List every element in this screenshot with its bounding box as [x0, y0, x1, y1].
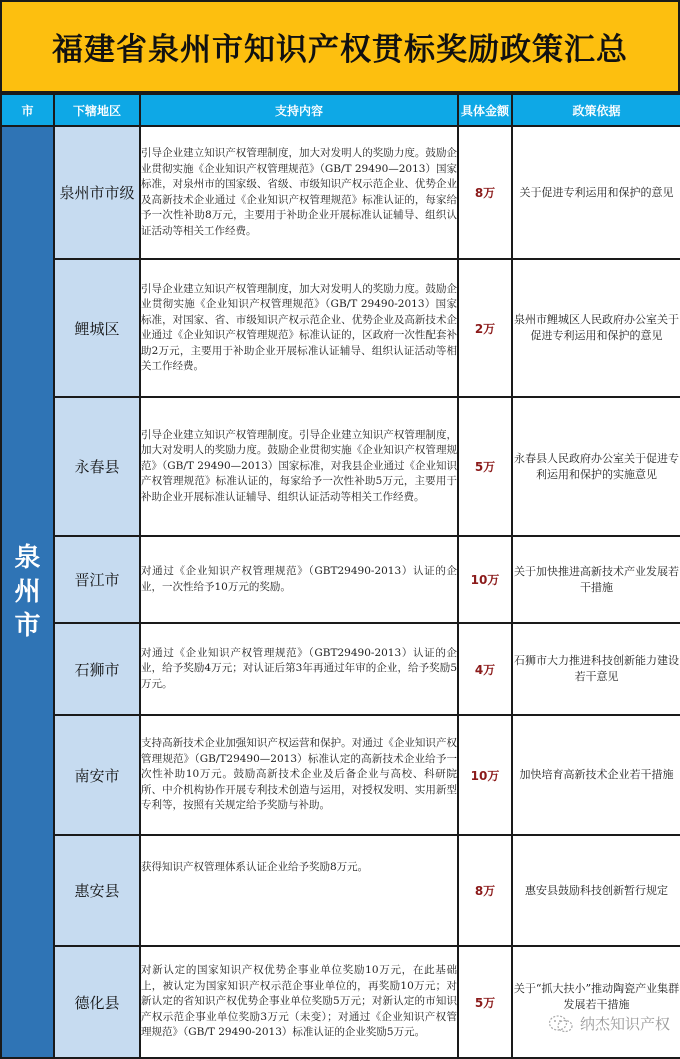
content-cell: 支持高新技术企业加强知识产权运营和保护。对通过《企业知识产权管理规范》（GB/T29490—2013）标准认定的高新技术企业给予一次性补助10万元。鼓励高新技术企业及后备企业与高校、科研院所、中介机构协作开展专利技术创造与运用，对授权发明、实用新型专利等，按照有关规定给予奖励与补助。: [140, 715, 458, 835]
table-row: [1, 536, 680, 623]
title-bar: [0, 0, 680, 93]
basis-cell: [512, 946, 680, 1058]
wechat-icon: [548, 1014, 574, 1034]
content-cell: 引导企业建立知识产权管理制度。引导企业建立知识产权管理制度，加大对发明人的奖励力度。鼓励企业贯彻实施《企业知识产权管理规范》（GB/T 29490—2013）国家标准，对我县企业通过《企业知识产权管理规范》标准认证的，每家给予一次性补助5万元，主要用于补助企业开展标准认证辅导、组织认证活动等相关工作经费。: [140, 397, 458, 536]
amount-cell: 5万: [458, 397, 512, 536]
district-cell: 泉州市市级: [54, 126, 140, 259]
table-row: [1, 126, 680, 259]
basis-cell: 永春县人民政府办公室关于促进专利运用和保护的实施意见: [512, 397, 680, 536]
amount-cell: 8万: [458, 126, 512, 259]
basis-cell: 加快培育高新技术企业若干措施: [512, 715, 680, 835]
amount-cell: 10万: [458, 715, 512, 835]
table-row: [1, 259, 680, 397]
content-cell: 对通过《企业知识产权管理规范》（GBT29490-2013）认证的企业，一次性给予10万元的奖励。: [140, 536, 458, 623]
table-header-row: [1, 94, 680, 126]
content-cell: 对通过《企业知识产权管理规范》（GBT29490-2013）认证的企业，给予奖励4万元；对认证后第3年再通过年审的企业，给予奖励5万元。: [140, 623, 458, 715]
basis-cell: 关于加快推进高新技术产业发展若干措施: [512, 536, 680, 623]
table-row: [1, 946, 680, 1058]
basis-text: 关于“抓大扶小”推动陶瓷产业集群发展若干措施: [513, 982, 680, 1011]
watermark-text: 纳杰知识产权: [579, 1015, 670, 1033]
district-cell: 永春县: [54, 397, 140, 536]
header-city: 市: [1, 94, 54, 126]
basis-cell: 关于促进专利运用和保护的意见: [512, 126, 680, 259]
page-title: 福建省泉州市知识产权贯标奖励政策汇总: [52, 32, 628, 68]
district-cell: 南安市: [54, 715, 140, 835]
watermark: [548, 1013, 670, 1034]
basis-cell: 惠安县鼓励科技创新暂行规定: [512, 835, 680, 946]
amount-cell: 2万: [458, 259, 512, 397]
content-cell: 对新认定的国家知识产权优势企事业单位奖励10万元，在此基础上，被认定为国家知识产权示范企事业单位的，再奖励10万元；对新认定的省知识产权优势企事业单位奖励5万元；对新认定的市知识产权示范企事业单位奖励3万元（未变）；对通过《企业知识产权管理规范》（GB/T 29490-2013）标准认证的企业奖励5万元。: [140, 946, 458, 1058]
table-row: [1, 835, 680, 946]
table-row: [1, 715, 680, 835]
header-content: 支持内容: [140, 94, 458, 126]
table-row: [1, 397, 680, 536]
policy-table: [0, 93, 680, 1059]
district-cell: 德化县: [54, 946, 140, 1058]
header-basis: 政策依据: [512, 94, 680, 126]
content-cell: 获得知识产权管理体系认证企业给予奖励8万元。: [140, 835, 458, 946]
basis-cell: 泉州市鲤城区人民政府办公室关于促进专利运用和保护的意见: [512, 259, 680, 397]
content-cell: 引导企业建立知识产权管理制度，加大对发明人的奖励力度。鼓励企业贯彻实施《企业知识产权管理规范》（GB/T 29490—2013）国家标准，对泉州市的国家级、省级、市级知识产权示范企业、优势企业及高新技术企业通过《企业知识产权管理规范》标准认证的，每家给予一次性补助8万元，主要用于补助企业开展标准认证辅导、组织认证活动等相关工作经费。: [140, 126, 458, 259]
amount-cell: 5万: [458, 946, 512, 1058]
amount-cell: 10万: [458, 536, 512, 623]
amount-cell: 4万: [458, 623, 512, 715]
basis-cell: 石狮市大力推进科技创新能力建设若干意见: [512, 623, 680, 715]
district-cell: 鲤城区: [54, 259, 140, 397]
city-name: 泉州市: [14, 543, 41, 641]
amount-cell: 8万: [458, 835, 512, 946]
district-cell: 惠安县: [54, 835, 140, 946]
table-row: [1, 623, 680, 715]
content-cell: 引导企业建立知识产权管理制度，加大对发明人的奖励力度。鼓励企业贯彻实施《企业知识产权管理规范》（GB/T 29490-2013）国家标准，对国家、省、市级知识产权示范企业、优势企业及高新技术企业通过《企业知识产权管理规范》标准认证的，区政府一次性配套补助2万元，主要用于补助企业开展标准认证辅导、组织认证活动等相关工作经费。: [140, 259, 458, 397]
header-district: 下辖地区: [54, 94, 140, 126]
header-amount: 具体金额: [458, 94, 512, 126]
district-cell: 晋江市: [54, 536, 140, 623]
district-cell: 石狮市: [54, 623, 140, 715]
city-cell: [1, 126, 54, 1058]
